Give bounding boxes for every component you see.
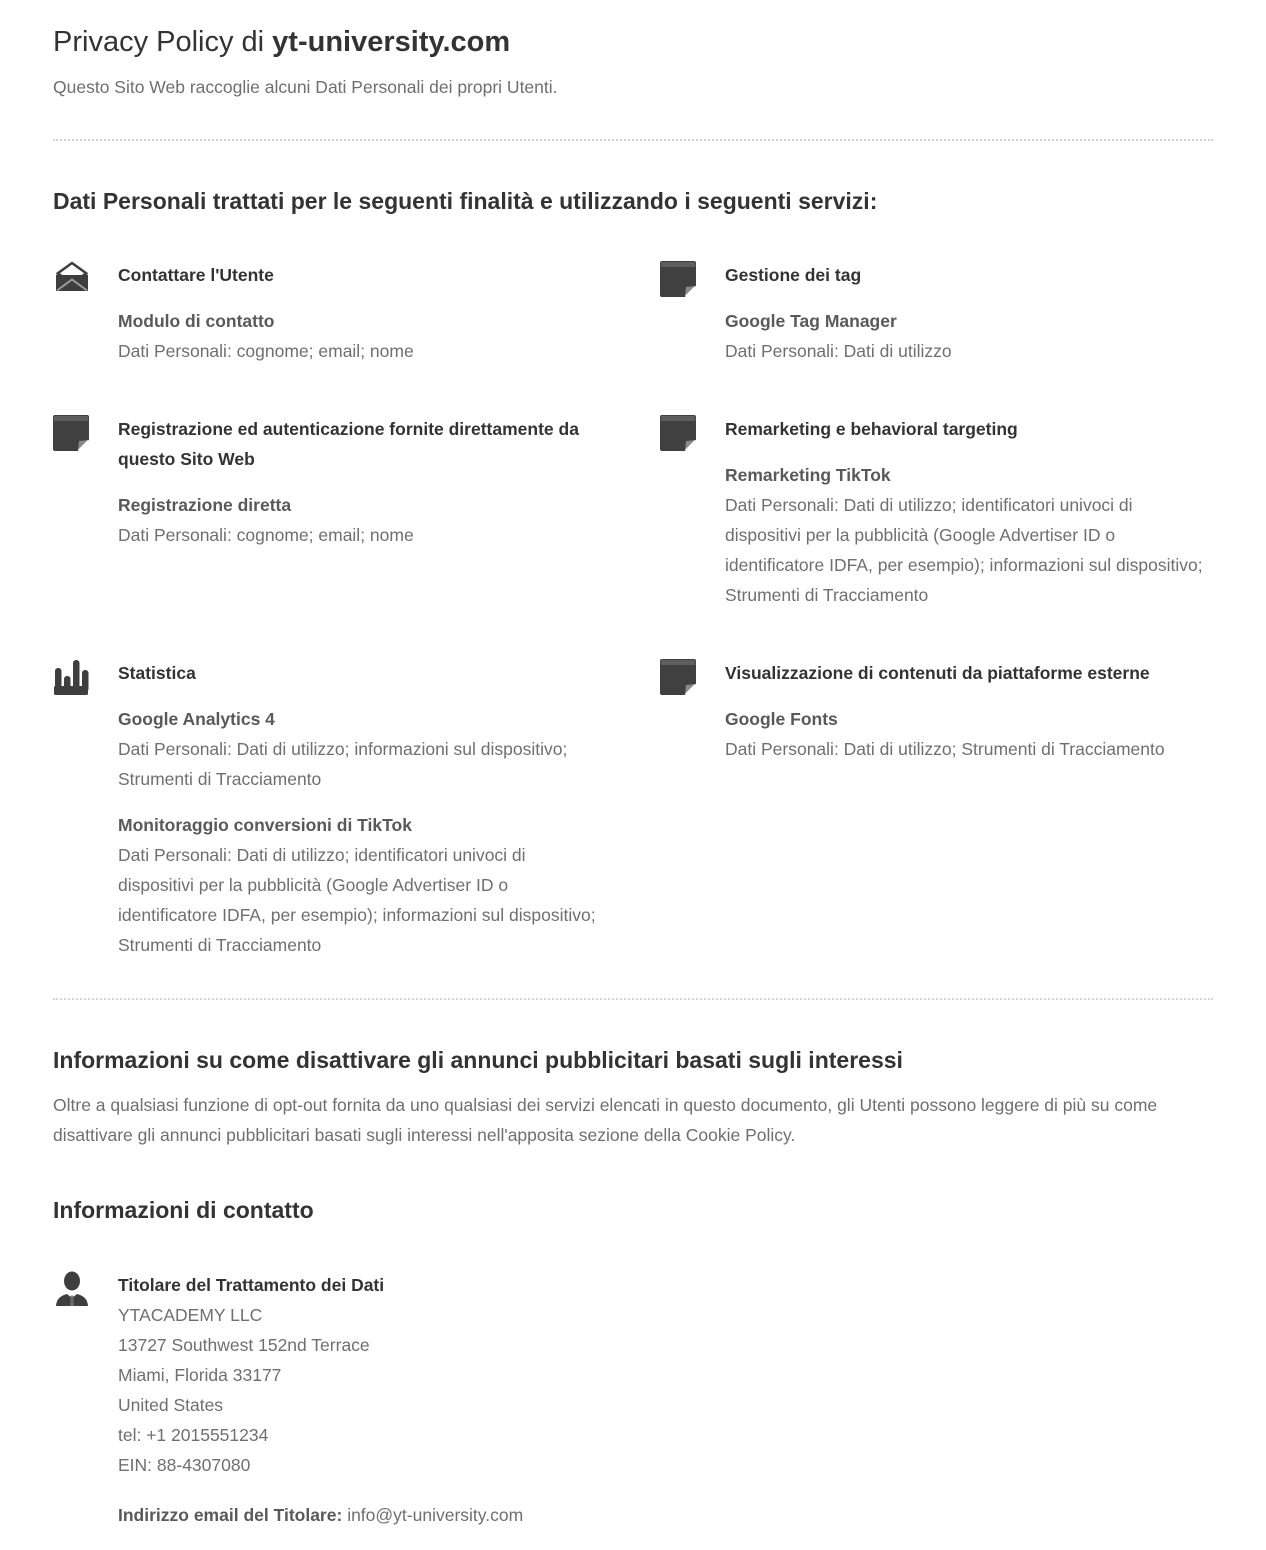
note-icon [660, 260, 725, 297]
data-controller-details [118, 1300, 1213, 1480]
owner-detail-line: tel: +1 2015551234 [118, 1425, 269, 1446]
service-name: Registrazione diretta [118, 495, 292, 516]
service-group [118, 306, 606, 366]
purpose-item [53, 414, 606, 610]
purposes-section-heading: Dati Personali trattati per le seguenti finalità e utilizzando i seguenti servizi: [53, 187, 878, 214]
divider [53, 139, 1213, 141]
page-title [53, 24, 1213, 60]
page-subtitle: Questo Sito Web raccoglie alcuni Dati Personali dei propri Utenti. [53, 77, 558, 98]
purpose-title: Remarketing e behavioral targeting [725, 419, 1018, 440]
owner-detail-line: YTACADEMY LLC [118, 1305, 263, 1326]
service-personal-data: Dati Personali: Dati di utilizzo; Strumenti di Tracciamento [725, 739, 1165, 760]
owner-email-label: Indirizzo email del Titolare: [118, 1505, 343, 1526]
note-icon [660, 414, 725, 451]
owner-detail-line: Miami, Florida 33177 [118, 1365, 282, 1386]
service-group [725, 306, 1213, 366]
service-group [118, 810, 606, 960]
purpose-item [660, 414, 1213, 610]
service-group [725, 704, 1213, 764]
owner-email-value: info@yt-university.com [347, 1505, 524, 1526]
purposes-grid [53, 260, 1213, 960]
note-icon [660, 658, 725, 695]
page-title-prefix: Privacy Policy di [53, 26, 273, 58]
purpose-title: Visualizzazione di contenuti da piattaforme esterne [725, 663, 1150, 684]
service-group [725, 460, 1213, 610]
purpose-title: Registrazione ed autenticazione fornite direttamente da questo Sito Web [118, 419, 579, 470]
data-controller-title: Titolare del Trattamento dei Dati [118, 1275, 385, 1296]
service-personal-data: Dati Personali: cognome; email; nome [118, 341, 414, 362]
purpose-item [660, 260, 1213, 366]
service-name: Google Tag Manager [725, 311, 897, 332]
service-name: Modulo di contatto [118, 311, 275, 332]
owner-detail-line: United States [118, 1395, 224, 1416]
service-group [118, 490, 606, 550]
service-personal-data: Dati Personali: cognome; email; nome [118, 525, 414, 546]
owner-email-line [118, 1500, 1213, 1530]
bar-chart-icon [53, 658, 118, 695]
purpose-item [53, 260, 606, 366]
purpose-item [660, 658, 1213, 960]
envelope-icon [53, 260, 118, 293]
page-title-domain: yt-university.com [272, 26, 511, 58]
service-name: Monitoraggio conversioni di TikTok [118, 815, 412, 836]
note-icon [53, 414, 118, 451]
owner-detail-line: EIN: 88-4307080 [118, 1455, 251, 1476]
service-personal-data: Dati Personali: Dati di utilizzo; informazioni sul dispositivo; Strumenti di Tracciamento [118, 739, 568, 790]
service-personal-data: Dati Personali: Dati di utilizzo; identificatori univoci di dispositivi per la pubblicità (Google Advertiser ID o identificatore IDFA, per esempio); informazioni sul dispositivo; Strumenti di Tracciamento [725, 495, 1203, 606]
purpose-title: Gestione dei tag [725, 265, 862, 286]
data-controller-block [53, 1270, 1213, 1530]
service-personal-data: Dati Personali: Dati di utilizzo [725, 341, 952, 362]
purpose-item [53, 658, 606, 960]
owner-detail-line: 13727 Southwest 152nd Terrace [118, 1335, 370, 1356]
service-name: Google Analytics 4 [118, 709, 275, 730]
service-personal-data: Dati Personali: Dati di utilizzo; identificatori univoci di dispositivi per la pubblicità (Google Advertiser ID o identificatore IDFA, per esempio); informazioni sul dispositivo; Strumenti di Tracciamento [118, 845, 596, 956]
contact-section-heading: Informazioni di contatto [53, 1197, 314, 1224]
service-name: Remarketing TikTok [725, 465, 891, 486]
optout-section-heading: Informazioni su come disattivare gli annunci pubblicitari basati sugli interessi [53, 1047, 903, 1074]
divider [53, 998, 1213, 1000]
service-name: Google Fonts [725, 709, 838, 730]
service-group [118, 704, 606, 794]
purpose-title: Contattare l'Utente [118, 265, 274, 286]
optout-section-body: Oltre a qualsiasi funzione di opt-out fornita da uno qualsiasi dei servizi elencati in questo documento, gli Utenti possono leggere di più su come disattivare gli annunci pubblicitari basati sugli interessi nell'apposita sezione della Cookie Policy. [53, 1095, 1158, 1146]
purpose-title: Statistica [118, 663, 196, 684]
person-icon [53, 1270, 118, 1309]
